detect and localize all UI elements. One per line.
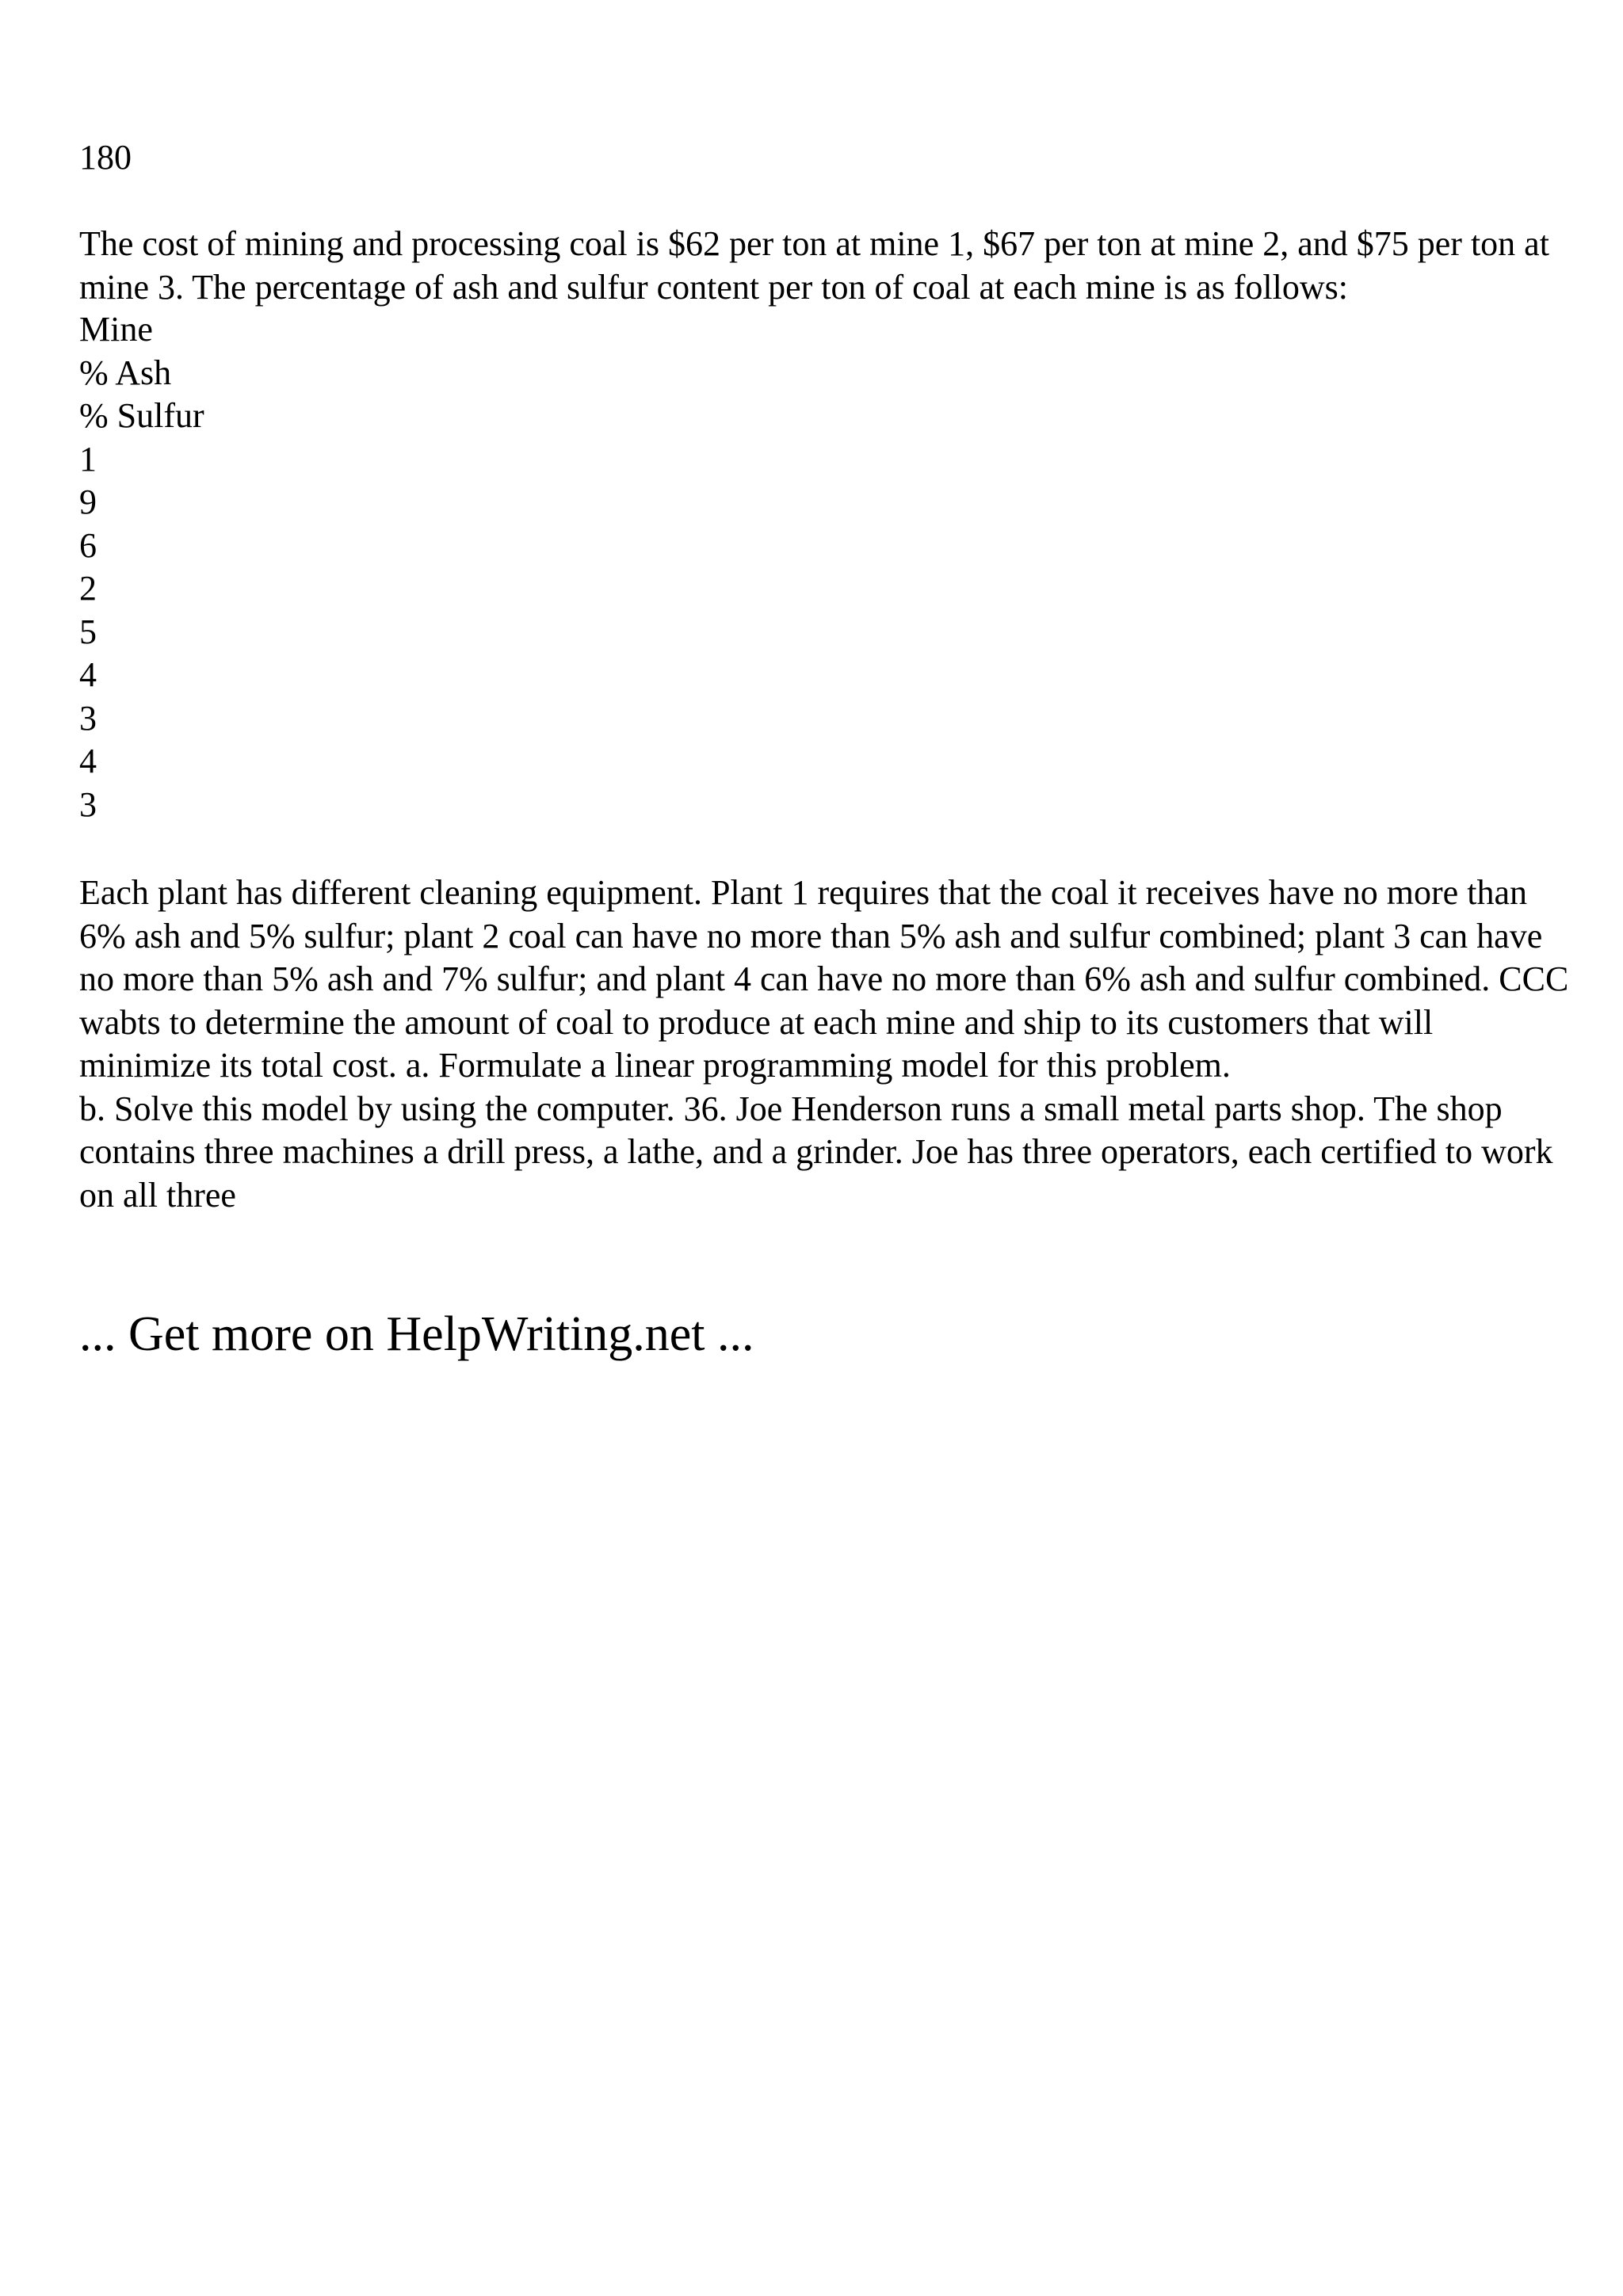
table-cell: 3 <box>79 784 97 824</box>
table-header-ash: % Ash <box>79 353 172 392</box>
get-more-link[interactable]: ... Get more on HelpWriting.net ... <box>79 1307 754 1361</box>
body-paragraph-2: b. Solve this model by using the computer. 36. Joe Henderson runs a small metal parts shop. The shop contains three machines a drill press, a lathe, and a grinder. Joe has three operators, each certified to work on all three <box>79 1089 1553 1215</box>
table-cell: 1 <box>79 439 97 479</box>
table-header-mine: Mine <box>79 310 153 349</box>
ash-sulfur-table <box>79 308 1569 826</box>
intro-paragraph: The cost of mining and processing coal is $62 per ton at mine 1, $67 per ton at mine 2, and $75 per ton at mine 3. The percentage of ash and sulfur content per ton of coal at each mine is as follows: <box>79 224 1549 307</box>
page-number: 180 <box>79 138 132 177</box>
table-cell: 5 <box>79 612 97 651</box>
table-cell: 4 <box>79 742 97 780</box>
table-cell: 9 <box>79 482 97 521</box>
table-header-sulfur: % Sulfur <box>79 396 204 435</box>
body-paragraph-1: Each plant has different cleaning equipment. Plant 1 requires that the coal it receives have no more than 6% ash and 5% sulfur; plant 2 coal can have no more than 5% ash and sulfur combined; plant 3 can have no more than 5% ash and 7% sulfur; and plant 4 can have no more than 6% ash and sulfur combined. CCC wabts to determine the amount of coal to produce at each mine and ship to its customers that will minimize its total cost. a. Formulate a linear programming model for this problem. <box>79 873 1569 1085</box>
table-cell: 4 <box>79 655 97 694</box>
table-cell: 3 <box>79 698 97 738</box>
body-text <box>79 871 1569 1217</box>
table-cell: 6 <box>79 525 97 565</box>
table-cell: 2 <box>79 569 97 608</box>
